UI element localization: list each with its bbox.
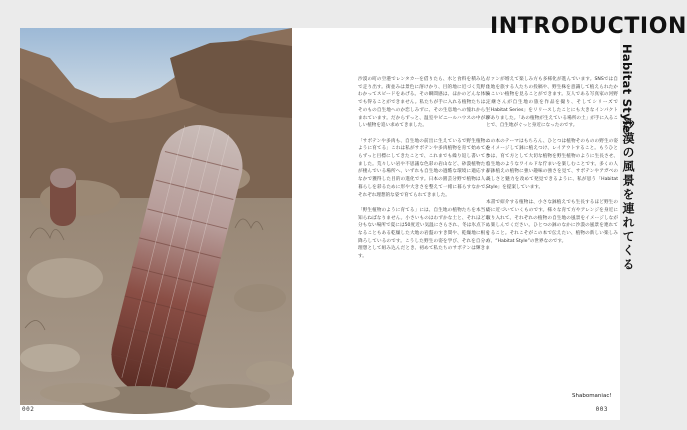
- paragraph: ファンが増えて楽しみ方も多様化が進んでいます。SNSでは自生地を旅する人たちの投稿や、野生株を意識して植えられたかっこいい植物を見ることができます。友人である写真家の河野定継さんが自生地の旅を作品を撮り、そしてシリーズで「Habitat Series」をリリースしたことにも大きなインパクトがありました。「あの植物が生えている場所の土」が手に入ることで、自生地がぐっと身近になったのです。: [486, 77, 618, 129]
- paragraph: 「サボテンや多肉も、自生地の前出に生えているで野生植物のように育てる」これは私がサボテンや多肉植物を育て始めてからずっと目標にしてきたことで、これまでも繰り返し書いてきました。荒々しい岩や不思議な色彩の岩山など、砂漠植物たちが棲んでいる場所へ、いずれも自生地の過酷な環境に適応するなかで獲得した目的の進化です。日本の園芸分野で植物は人の暮らしを彩るために形や大きさを整えて一緒に暮らすなかで、それぞれ理想的な姿で育てられてきました。: [358, 138, 490, 198]
- subtitle-japanese: 沙漠の風景を連れてくる: [621, 118, 635, 272]
- text-column-2: [486, 76, 618, 253]
- left-page: [20, 28, 320, 420]
- text-column-1: [358, 76, 490, 269]
- subtitle-english: Habitat Style: [620, 44, 634, 134]
- paragraph: この本のテーマはもちろん、ひとつは植物そのものの野生の姿をイメージして鉢に植えつけ、レイアウトすること。もうひとつは、育て方として大切な植物を野生植物のように生長させ、自生地のようなワイルドな佇まいを楽しむことです。多くの人が鉢植えの植物に強い趣味の強さを見て、サボテンやアガベの美しさと魅力を改めて発見できるように、私が思う「Habitat Style」を提案しています。: [486, 138, 618, 190]
- right-page: [320, 28, 620, 420]
- page-number-right: 003: [595, 406, 608, 413]
- page-title: INTRODUCTION: [490, 14, 687, 39]
- paragraph: 「野生植物のように育てる」には、自生地の植物たちを本当に知らねばなりません。小さいものはわずかな土と、それほど水分もない場所で夏には50度近い気温にさらされ、冬は氷点下になることもある乾燥した大地の岩盤のすき間や、乾燥地に根を降ろしているのです。こうした野生の姿を学び、それを自分の理想として組み込んだとき、初めて私たちのサボテンは輝きます。: [358, 207, 490, 260]
- author-signature: Shabomaniac!: [572, 393, 612, 399]
- cactus-photo: [20, 28, 292, 405]
- paragraph: 沙漠の町の空港でレンタカーを借りたら、水と食料を積み込んで走り出す。街並みは景色に溶けかり、目的地に近づく荒野にわかってスピードをあげる。その瞬間感は、ほかのどんな体験でも得ることができません。私たちが手に入れる植物たちは、そのもの自生地へのか恋しみずに、その生息地への憧れから生まれています。だからずっと、温室やビニールハウスの中が珍しい植物を追い求めてきました。: [358, 77, 490, 129]
- paragraph: 本書で紹介する植物は、小さな鉢植えでも生長するほど野生の姿に近づいていくものです。様々な育て方やアレンジを身近に取り入れて、それぞれの植物の自生地の風景をイメージしながら楽しんでください。ひとつの鉢のなかに沙漠の風景を連れてくること。それこそがこの本で伝えたい、植物の新しい楽しみ方、“Habitat Style”の世界なのです。: [486, 200, 618, 244]
- page-number-left: 002: [22, 406, 35, 413]
